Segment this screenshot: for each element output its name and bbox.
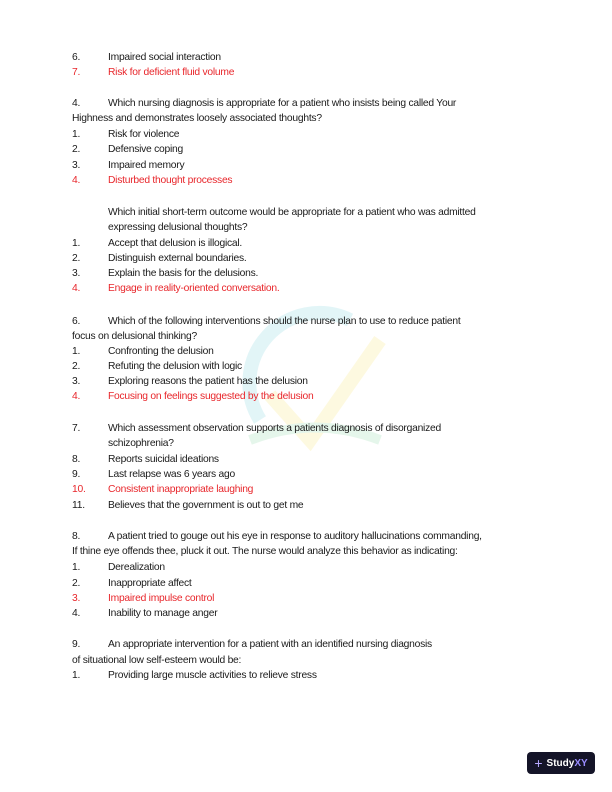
item-number: 6. [72,52,81,63]
item-number: 9. [72,469,81,480]
question-continuation: focus on delusional thinking? [72,331,197,342]
item-number: 4. [72,175,81,186]
item-text: Exploring reasons the patient has the delusion [108,376,308,387]
item-number: 6. [72,316,81,327]
item-text: Which of the following interventions should the nurse plan to use to reduce patient [108,316,461,327]
item-number: 9. [72,639,81,650]
correct-answer-text: Impaired impulse control [108,593,215,604]
item-number: 3. [72,593,81,604]
item-text: Confronting the delusion [108,346,214,357]
item-text: Which initial short-term outcome would be appropriate for a patient who was admitted [108,207,476,218]
item-text: expressing delusional thoughts? [108,222,248,233]
item-text: Distinguish external boundaries. [108,253,247,264]
item-text: Which nursing diagnosis is appropriate for a patient who insists being called Your [108,98,457,109]
item-text: Refuting the delusion with logic [108,361,242,372]
question-continuation: If thine eye offends thee, pluck it out. The nurse would analyze this behavior as indicating: [72,546,458,557]
item-number: 1. [72,562,81,573]
question-continuation: Highness and demonstrates loosely associated thoughts? [72,113,322,124]
item-number: 4. [72,98,81,109]
item-text: Inappropriate affect [108,578,192,589]
item-text: Inability to manage anger [108,608,218,619]
studyxy-badge[interactable] [527,752,595,774]
item-number: 4. [72,283,81,294]
item-number: 8. [72,454,81,465]
item-text: Impaired social interaction [108,52,221,63]
item-number: 7. [72,423,81,434]
brand-name: StudyXY [546,757,588,769]
correct-answer-text: Risk for deficient fluid volume [108,67,235,78]
correct-answer-text: Focusing on feelings suggested by the delusion [108,391,314,402]
item-number: 2. [72,361,81,372]
item-number: 8. [72,531,81,542]
correct-answer-text: Disturbed thought processes [108,175,233,186]
item-number: 4. [72,608,81,619]
item-text: A patient tried to gouge out his eye in response to auditory hallucinations commanding, [108,531,482,542]
item-text: Defensive coping [108,144,183,155]
item-number: 3. [72,160,81,171]
item-text: Providing large muscle activities to relieve stress [108,670,317,681]
item-text: Which assessment observation supports a patients diagnosis of disorganized [108,423,441,434]
item-text: An appropriate intervention for a patient with an identified nursing diagnosis [108,639,432,650]
item-text: Explain the basis for the delusions. [108,268,259,279]
item-number: 4. [72,391,81,402]
question-continuation: of situational low self-esteem would be: [72,655,242,666]
item-number: 3. [72,376,81,387]
item-number: 1. [72,670,81,681]
item-text: schizophrenia? [108,438,174,449]
item-text: Last relapse was 6 years ago [108,469,235,480]
item-text: Risk for violence [108,129,180,140]
correct-answer-text: Consistent inappropriate laughing [108,484,254,495]
item-number: 7. [72,67,81,78]
correct-answer-text: Engage in reality-oriented conversation. [108,283,280,294]
item-number: 3. [72,268,81,279]
item-number: 10. [72,484,86,495]
item-text: Reports suicidal ideations [108,454,219,465]
item-text: Believes that the government is out to get me [108,500,304,511]
item-number: 2. [72,144,81,155]
item-number: 11. [72,500,85,511]
item-text: Derealization [108,562,165,573]
item-number: 2. [72,253,81,264]
item-number: 1. [72,129,81,140]
item-number: 2. [72,578,81,589]
item-text: Accept that delusion is illogical. [108,238,243,249]
plus-icon: + [534,755,543,771]
item-number: 1. [72,346,81,357]
item-number: 1. [72,238,81,249]
item-text: Impaired memory [108,160,185,171]
